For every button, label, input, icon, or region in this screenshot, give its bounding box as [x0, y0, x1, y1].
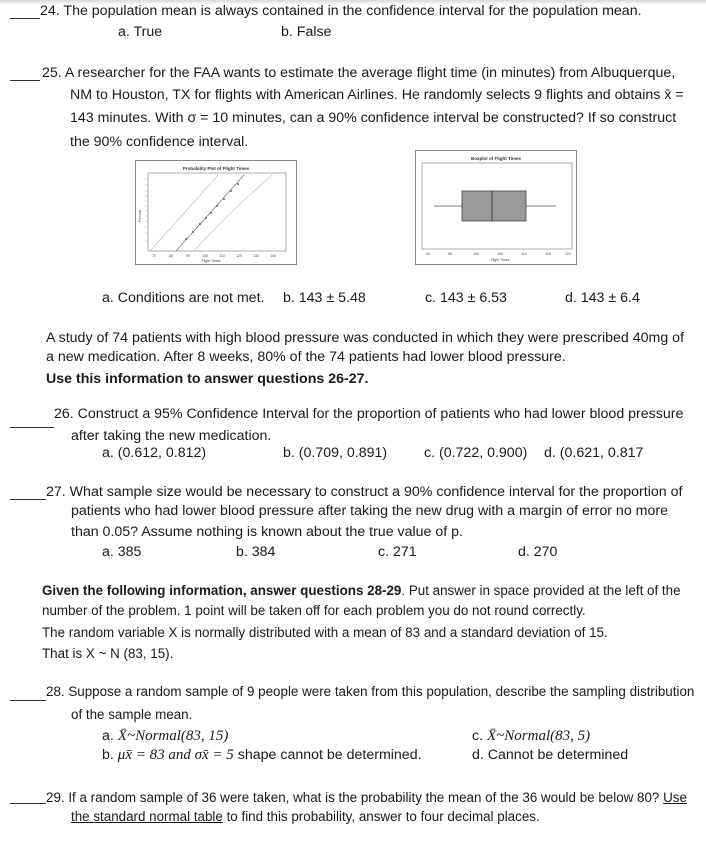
q29-line1	[46, 789, 687, 807]
q26-line1: 26. Construct a 95% Confidence Interval for the proportion of patients who had lower blood pressure	[54, 406, 684, 422]
confidence-band-lower	[194, 175, 272, 251]
q28-line1: 28. Suppose a random sample of 9 people were taken from this population, describe the sampling distribution	[46, 684, 695, 699]
study-instruction: Use this information to answer questions 26-27.	[46, 371, 369, 387]
q28-a-math: X̄~Normal(83, 15)	[117, 728, 229, 744]
q25-option-a: a. Conditions are not met.	[102, 290, 265, 306]
q28-b-math: μx̄ = 83 and σx̄ = 5	[117, 747, 234, 763]
given-line1-bold: Given the following information, answer questions 28-29	[42, 583, 402, 598]
given-line1-rest: . Put answer in space provided at the left of the	[401, 583, 681, 598]
q28-a-prefix: a.	[102, 728, 114, 744]
prob-xtick-6: 130	[253, 254, 259, 258]
box-xtick-2: 100	[473, 252, 479, 256]
box-plot-title: Boxplot of Flight Times	[471, 156, 521, 161]
iqr-box	[462, 191, 526, 221]
given-line3: The random variable X is normally distributed with a mean of 83 and a standard deviation of 15.	[42, 625, 608, 640]
q24-text: 24. The population mean is always contained in the confidence interval for the population mean.	[40, 3, 642, 19]
q26-line2: after taking the new medication.	[71, 428, 272, 444]
q26-option-c: c. (0.722, 0.900)	[424, 445, 528, 461]
q25-line1: 25. A researcher for the FAA wants to estimate the average flight time (in minutes) from Albuquerque,	[42, 65, 676, 81]
q28-b-rest: shape cannot be determined.	[237, 747, 422, 763]
q25-option-c: c. 143 ± 6.53	[425, 290, 507, 306]
prob-xtick-7: 140	[270, 254, 276, 258]
study-line2: a new medication. After 8 weeks, 80% of the 74 patients had lower blood pressure.	[46, 349, 566, 365]
box-xtick-3: 105	[497, 252, 503, 256]
q27-line3: than 0.05? Assume nothing is known about the true value of p.	[71, 524, 463, 540]
q29-line1-text: 29. If a random sample of 36 were taken, what is the probability the mean of the 36 would be below 80?	[46, 790, 660, 805]
q24-option-b: b. False	[281, 24, 332, 40]
q28-option-d: d. Cannot be determined	[472, 747, 629, 763]
q25-option-b: b. 143 ± 5.48	[283, 290, 366, 306]
q26-option-b: b. (0.709, 0.891)	[283, 445, 388, 461]
prob-xtick-1: 80	[169, 254, 173, 258]
prob-xtick-2: 90	[186, 254, 190, 258]
box-xtick-0: 90	[426, 252, 430, 256]
q26-option-d: d. (0.621, 0.817	[544, 445, 644, 461]
q29-line2	[71, 808, 540, 826]
prob-plot-xlabel: Flight Times	[201, 259, 221, 263]
box-xtick-4: 110	[521, 252, 527, 256]
prob-plot-ylabel: Percent	[138, 209, 142, 223]
q28-c-math: X̄~Normal(83, 5)	[487, 728, 591, 744]
q27-option-c: c. 271	[378, 544, 417, 560]
box-plot-xlabel: Flight Times	[490, 258, 510, 262]
given-line2: number of the problem. 1 point will be taken off for each problem you do not round correctly.	[42, 603, 586, 618]
q28-c-prefix: c.	[472, 728, 484, 744]
q27-line1: 27. What sample size would be necessary to construct a 90% confidence interval for the proportion of	[46, 484, 683, 500]
q25-line3: 143 minutes. With σ = 10 minutes, can a 90% confidence interval be constructed? If so construct	[70, 110, 677, 126]
probability-plot	[135, 160, 297, 265]
q28-option-a	[102, 727, 228, 745]
standard-normal-table-link: the standard normal table	[71, 809, 223, 824]
probability-plot-svg	[136, 161, 296, 264]
prob-plot-title: Probability Plot of Flight Times	[182, 166, 250, 171]
q27-line2: patients who had lower blood pressure after taking the new drug with a margin of error no more	[71, 503, 668, 519]
q28-option-c	[472, 727, 590, 745]
box-xtick-5: 115	[545, 252, 551, 256]
answer-blank-24[interactable]	[10, 18, 40, 19]
q24-option-a: a. True	[118, 24, 163, 40]
q27-option-d: d. 270	[518, 544, 558, 560]
box-plot	[415, 150, 577, 265]
q25-line4: the 90% confidence interval.	[70, 134, 249, 150]
box-xtick-1: 95	[448, 252, 452, 256]
q27-option-b: b. 384	[236, 544, 276, 560]
q29-line2-rest: to find this probability, answer to four decimal places.	[222, 809, 540, 824]
q25-line2: NM to Houston, TX for flights with American Airlines. He randomly selects 9 flights and obtains x̄ =	[70, 87, 684, 103]
q26-option-a: a. (0.612, 0.812)	[102, 445, 207, 461]
q29-use-link: Use	[663, 790, 687, 805]
q27-option-a: a. 385	[102, 544, 142, 560]
study-line1: A study of 74 patients with high blood pressure was conducted in which they were prescribed 40mg of	[46, 330, 685, 346]
box-xtick-6: 120	[565, 252, 571, 256]
q25-option-d: d. 143 ± 6.4	[565, 290, 640, 306]
given-line4: That is X ~ N (83, 15).	[42, 646, 174, 661]
box-plot-svg	[416, 151, 576, 264]
q28-line2: of the sample mean.	[71, 707, 193, 722]
given-line1	[42, 582, 681, 600]
answer-blank-25[interactable]	[10, 80, 40, 81]
confidence-band-upper	[150, 175, 218, 251]
answer-blank-28[interactable]	[10, 700, 46, 701]
prob-xtick-0: 70	[152, 254, 156, 258]
answer-blank-27[interactable]	[10, 499, 46, 500]
q28-option-b	[102, 746, 422, 764]
q28-b-prefix: b.	[102, 747, 114, 763]
prob-xtick-4: 110	[219, 254, 225, 258]
prob-xtick-3: 100	[202, 254, 208, 258]
answer-blank-29[interactable]	[10, 803, 46, 804]
answer-blank-26[interactable]	[10, 427, 54, 428]
prob-xtick-5: 120	[236, 254, 242, 258]
